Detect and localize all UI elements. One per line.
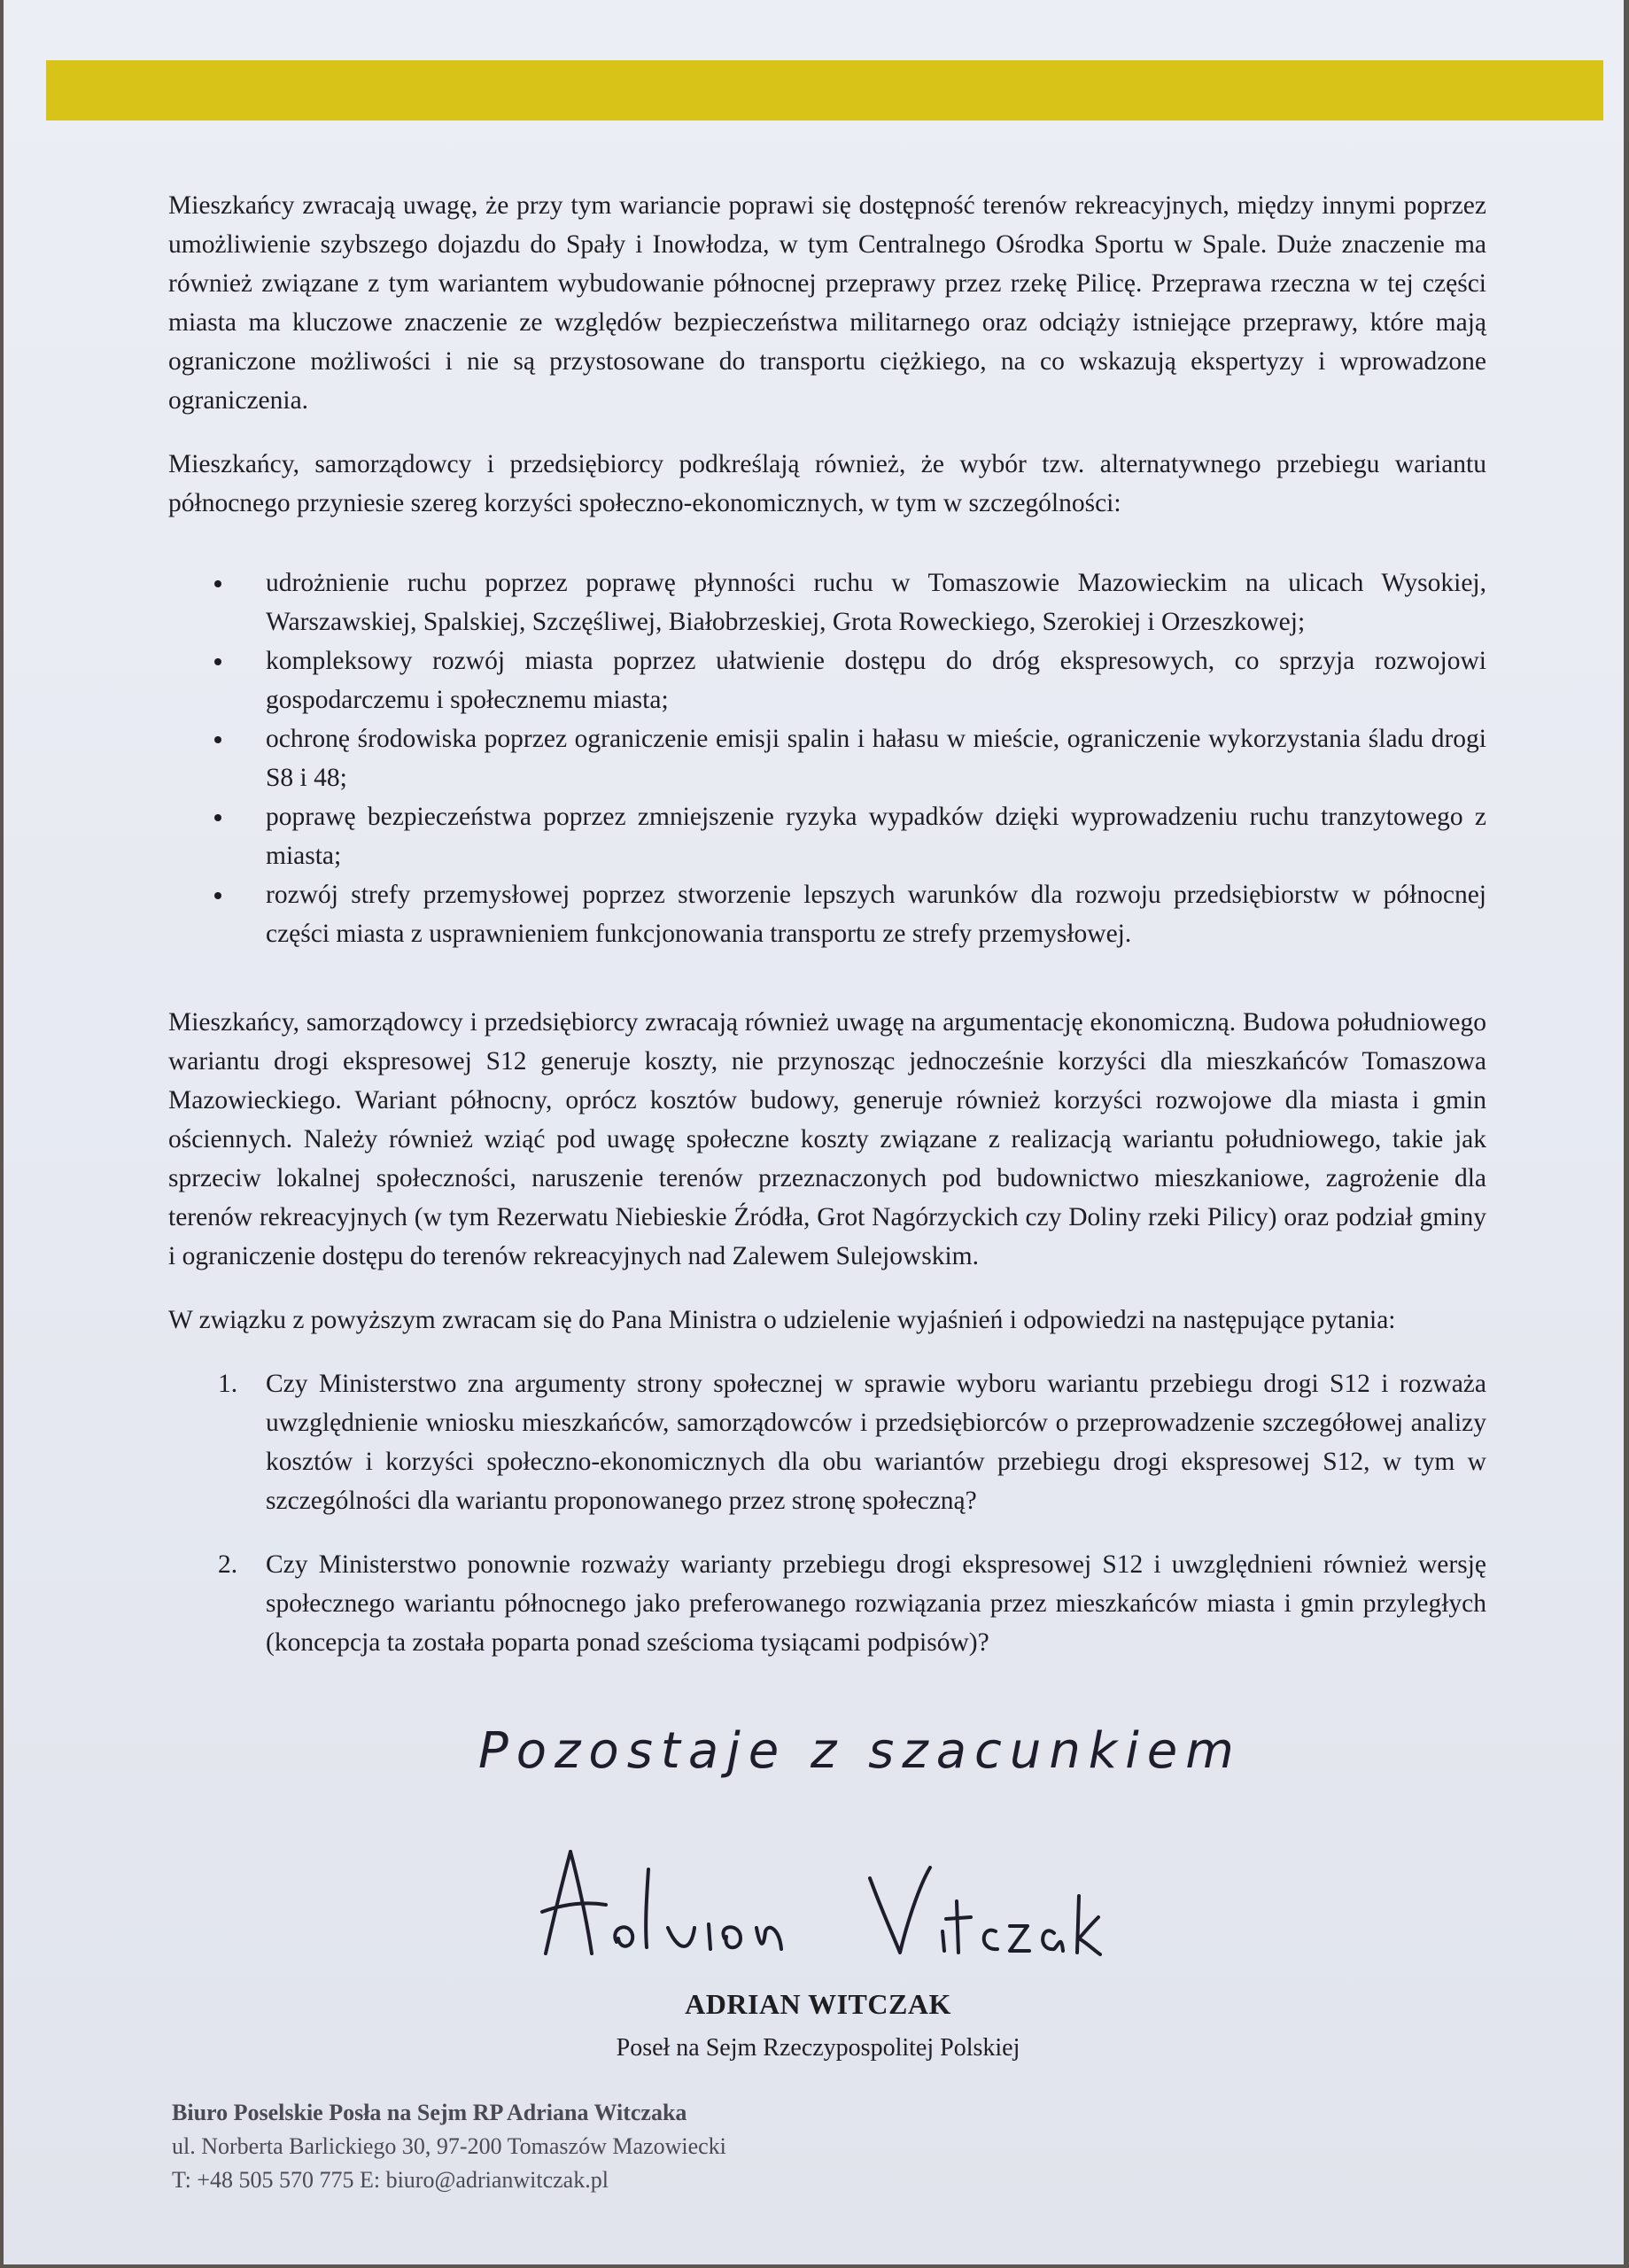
- list-item: [168, 797, 1486, 875]
- office-name: Biuro Poselskie Posła na Sejm RP Adriana Witczaka: [172, 2100, 687, 2125]
- list-item-text: rozwój strefy przemysłowej poprzez stworzenie lepszych warunków dla rozwoju przedsiębiorstw w północnej części miasta z usprawnieniem funkcjonowania transportu ze strefy przemysłowej.: [266, 881, 1486, 948]
- benefits-list: [168, 563, 1486, 953]
- bullet-icon: [214, 892, 221, 899]
- paragraph: Mieszkańcy, samorządowcy i przedsiębiorcy podkreślają również, że wybór tzw. alternatywnego przebiegu wariantu północnego przyniesie szereg korzyści społeczno-ekonomicznych, w tym w szczególności:: [168, 450, 1486, 517]
- office-contact: T: +48 505 570 775 E: biuro@adrianwitczak.pl: [172, 2167, 609, 2193]
- question-number: 2.: [218, 1550, 238, 1579]
- list-item: [168, 641, 1486, 719]
- letter-footer: [172, 2096, 726, 2197]
- bullet-icon: [214, 736, 221, 743]
- question-item: [168, 1545, 1486, 1662]
- bullet-icon: [214, 580, 221, 587]
- question-item: [168, 1364, 1486, 1520]
- paragraph: Mieszkańcy, samorządowcy i przedsiębiorcy zwracają również uwagę na argumentację ekonomiczną. Budowa południowego wariantu drogi ekspresowej S12 generuje koszty, nie przynosząc jednocześnie korzyści dla mieszkańców Tomaszowa Mazowieckiego. Wariant północny, oprócz kosztów budowy, generuje również korzyści rozwojowe dla miasta i gmin ościennych. Należy również wziąć pod uwagę społeczne koszty związane z realizacją wariantu południowego, takie jak sprzeciw lokalnej społeczności, naruszenie terenów przeznaczonych pod budownictwo mieszkaniowe, zagrożenie dla terenów rekreacyjnych (w tym Rezerwatu Niebieskie Źródła, Grot Nagórzyckich czy Doliny rzeki Pilicy) oraz podział gminy i ograniczenie dostępu do terenów rekreacyjnych nad Zalewem Sulejowskim.: [168, 1008, 1486, 1270]
- handwritten-closing: Pozostaje z szacunkiem: [478, 1722, 1242, 1780]
- list-item-text: kompleksowy rozwój miasta poprzez ułatwienie dostępu do dróg ekspresowych, co sprzyja rozwojowi gospodarczemu i społecznemu miasta;: [266, 647, 1486, 714]
- signer-title: Poseł na Sejm Rzeczypospolitej Polskiej: [616, 2034, 1020, 2062]
- bullet-icon: [214, 658, 221, 665]
- paragraph: Mieszkańcy zwracają uwagę, że przy tym wariancie poprawi się dostępność terenów rekreacyjnych, między innymi poprzez umożliwienie szybszego dojazdu do Spały i Inowłodza, w tym Centralnego Ośrodka Sportu w Spale. Duże znaczenie ma również związane z tym wariantem wybudowanie północnej przeprawy przez rzekę Pilicę. Przeprawa rzeczna w tej części miasta ma kluczowe znaczenie ze względów bezpieczeństwa militarnego oraz odciąży istniejące przeprawy, które mają ograniczone możliwości i nie są przystosowane do transportu ciężkiego, na co wskazują ekspertyzy i wprowadzone ograniczenia.: [168, 191, 1486, 415]
- question-text: Czy Ministerstwo ponownie rozważy warianty przebiegu drogi ekspresowej S12 i uwzględnieni również wersję społecznego wariantu północnego jako preferowanego rozwiązania przez mieszkańców miasta i gmin przyległych (koncepcja ta została poparta ponad sześcioma tysiącami podpisów)?: [266, 1550, 1486, 1657]
- handwritten-signature: [535, 1843, 1102, 1967]
- header-accent-bar: [46, 60, 1603, 120]
- list-item-text: poprawę bezpieczeństwa poprzez zmniejszenie ryzyka wypadków dzięki wyprowadzeniu ruchu tranzytowego z miasta;: [266, 803, 1486, 870]
- list-item-text: ochronę środowiska poprzez ograniczenie emisji spalin i hałasu w mieście, ograniczenie wykorzystania śladu drogi S8 i 48;: [266, 725, 1486, 792]
- office-address: ul. Norberta Barlickiego 30, 97-200 Tomaszów Mazowiecki: [172, 2133, 726, 2159]
- question-number: 1.: [218, 1370, 238, 1398]
- list-item: [168, 563, 1486, 641]
- bullet-icon: [214, 814, 221, 821]
- list-item-text: udrożnienie ruchu poprzez poprawę płynności ruchu w Tomaszowie Mazowieckim na ulicach Wysokiej, Warszawskiej, Spalskiej, Szczęśliwej, Białobrzeskiej, Grota Roweckiego, Szerokiej i Orzeszkowej;: [266, 569, 1486, 636]
- letter-body: [168, 186, 1486, 1687]
- signer-name: ADRIAN WITCZAK: [685, 1988, 951, 2020]
- questions-list: [168, 1364, 1486, 1662]
- document-page: [4, 0, 1624, 2264]
- question-text: Czy Ministerstwo zna argumenty strony społecznej w sprawie wyboru wariantu przebiegu drogi S12 i rozważa uwzględnienie wniosku mieszkańców, samorządowców i przedsiębiorców o przeprowadzenie szczegółowej analizy kosztów i korzyści społeczno-ekonomicznych dla obu wariantów przebiegu drogi ekspresowej S12, w tym w szczególności dla wariantu proponowanego przez stronę społeczną?: [266, 1370, 1486, 1515]
- list-item: [168, 875, 1486, 953]
- paragraph: W związku z powyższym zwracam się do Pana Ministra o udzielenie wyjaśnień i odpowiedzi na następujące pytania:: [168, 1306, 1396, 1334]
- list-item: [168, 719, 1486, 797]
